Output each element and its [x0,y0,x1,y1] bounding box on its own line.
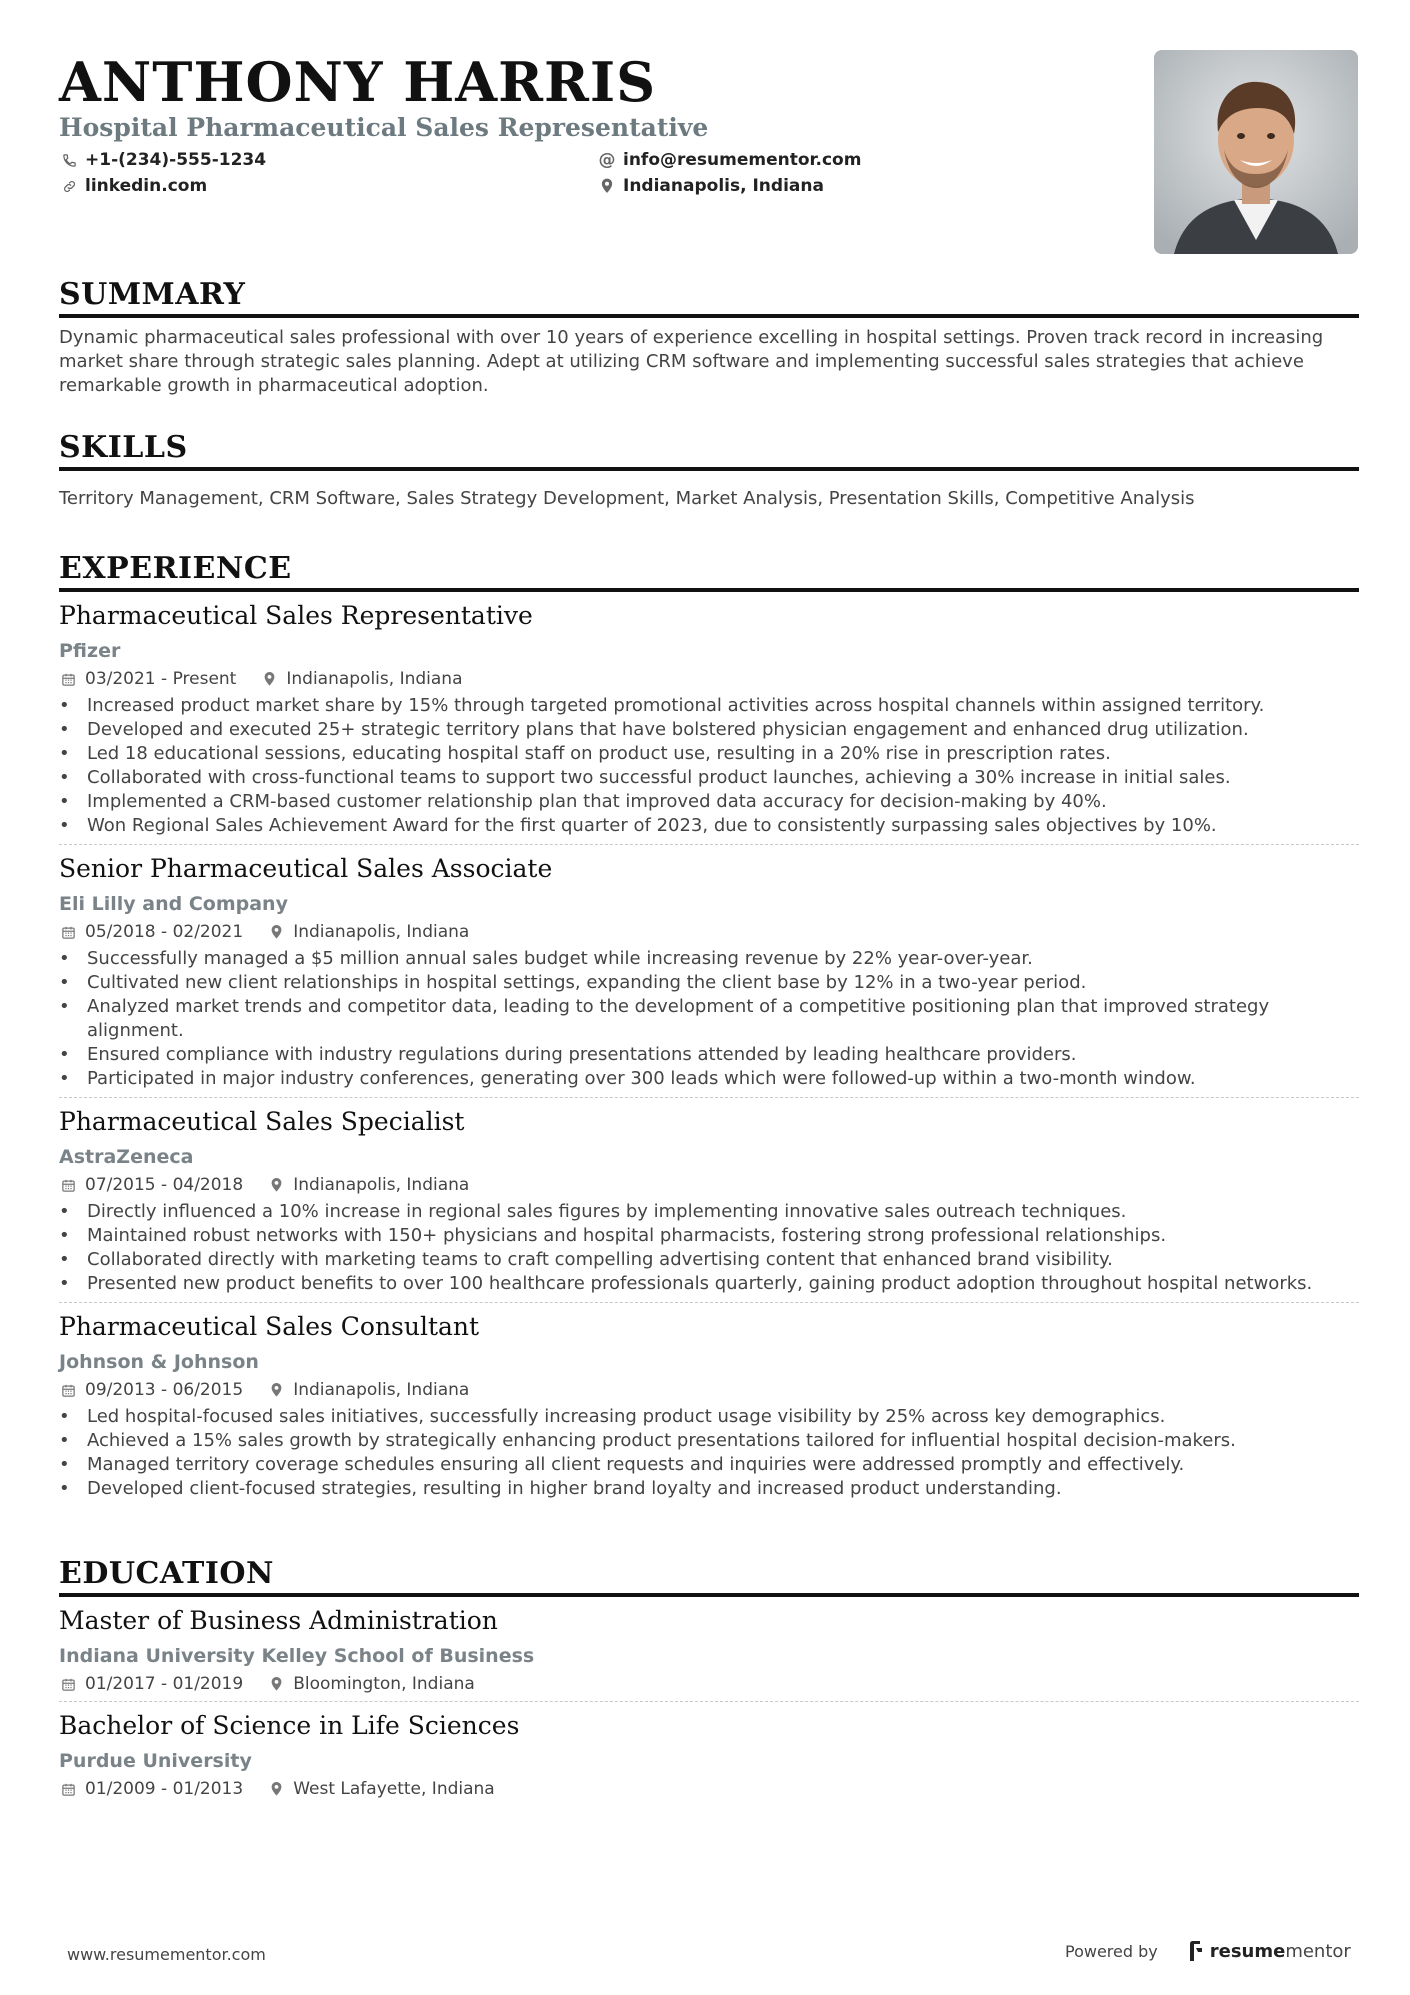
education-list [59,1605,1359,1800]
bullet-item: • Successfully managed a $5 million annual sales budget while increasing revenue by 22% year-over-year. [59,947,1359,971]
bullet-item: • Cultivated new client relationships in hospital settings, expanding the client base by 12% in a two-year period. [59,971,1359,995]
school-name: Purdue University [59,1750,252,1772]
resume-header [59,0,1359,260]
contact-location [597,175,824,197]
bullet-item: • Developed and executed 25+ strategic territory plans that have bolstered physician engagement and enhanced drug utilization. [59,718,1359,742]
bullet-list [59,1405,1359,1501]
bullet-item: • Ensured compliance with industry regulations during presentations attended by leading healthcare providers. [59,1043,1359,1067]
education-entry [59,1605,1359,1702]
map-pin-icon [597,176,617,196]
linkedin-text: linkedin.com [85,176,208,196]
bullet-item: • Maintained robust networks with 150+ physicians and hospital pharmacists, fostering strong professional relationships. [59,1224,1359,1248]
experience-heading: EXPERIENCE [59,552,1359,592]
calendar-icon [59,1780,77,1798]
bullet-item: • Collaborated with cross-functional teams to support two successful product launches, achieving a 30% increase in initial sales. [59,766,1359,790]
footer-brand [1065,1940,1351,1962]
calendar-icon [59,1381,77,1399]
bullet-item: • Managed territory coverage schedules ensuring all client requests and inquiries were addressed promptly and effectively. [59,1453,1359,1477]
calendar-icon [59,1675,77,1693]
bullet-item: • Increased product market share by 15% through targeted promotional activities across hospital channels within assigned territory. [59,694,1359,718]
meta-row [59,1673,1359,1695]
date-range: 03/2021 - Present [85,669,237,689]
contact-email[interactable] [597,149,861,171]
phone-text: +1-(234)-555-1234 [85,150,267,170]
map-pin-icon [267,1381,285,1399]
meta-location: West Lafayette, Indiana [293,1779,495,1799]
skills-heading: SKILLS [59,431,1359,471]
job-entry [59,853,1359,1098]
map-pin-icon [267,1176,285,1194]
company-name: AstraZeneca [59,1146,194,1168]
experience-list [59,600,1359,1501]
map-pin-icon [267,1780,285,1798]
email-text: info@resumementor.com [623,150,862,170]
link-icon [59,176,79,196]
date-range: 05/2018 - 02/2021 [85,922,244,942]
footer-website[interactable]: www.resumementor.com [67,1945,266,1964]
bullet-item: • Implemented a CRM-based customer relationship plan that improved data accuracy for decision-making by 40%. [59,790,1359,814]
brand-light: mentor [1285,1940,1351,1962]
bullet-item: • Achieved a 15% sales growth by strategically enhancing product presentations tailored for influential hospital decision-makers. [59,1429,1359,1453]
meta-location: Bloomington, Indiana [293,1674,475,1694]
education-entry [59,1710,1359,1800]
profile-photo [1154,50,1358,254]
meta-row [59,1174,1359,1196]
meta-row [59,1379,1359,1401]
calendar-icon [59,1176,77,1194]
job-entry [59,1311,1359,1501]
powered-by-text: Powered by [1065,1941,1158,1961]
bullet-list [59,947,1359,1091]
bullet-item: • Led hospital-focused sales initiatives, successfully increasing product usage visibility by 25% across key demographics. [59,1405,1359,1429]
education-section [59,1557,1359,1800]
candidate-name: ANTHONY HARRIS [59,50,657,114]
calendar-icon [59,923,77,941]
date-range: 01/2017 - 01/2019 [85,1674,244,1694]
bullet-item: • Developed client-focused strategies, resulting in higher brand loyalty and increased product understanding. [59,1477,1359,1501]
calendar-icon [59,670,77,688]
contact-phone[interactable] [59,149,266,171]
job-title: Senior Pharmaceutical Sales Associate [59,854,553,883]
divider [59,844,1359,845]
date-range: 01/2009 - 01/2013 [85,1779,244,1799]
degree-title: Bachelor of Science in Life Sciences [59,1711,520,1740]
experience-section [59,552,1359,1501]
brand-bold: resume [1209,1940,1286,1962]
bullet-item: • Directly influenced a 10% increase in regional sales figures by implementing innovative sales outreach techniques. [59,1200,1359,1224]
brand-mark-icon [1188,1940,1204,1962]
job-title: Pharmaceutical Sales Representative [59,601,533,630]
phone-icon [59,150,79,170]
job-entry [59,1106,1359,1303]
degree-title: Master of Business Administration [59,1606,498,1635]
at-icon: @ [598,150,616,170]
skills-text: Territory Management, CRM Software, Sales Strategy Development, Market Analysis, Presentation Skills, Competitive Analysis [59,488,1195,509]
job-entry [59,600,1359,845]
bullet-item: • Presented new product benefits to over 100 healthcare professionals quarterly, gaining product adoption throughout hospital networks. [59,1272,1359,1296]
job-title: Pharmaceutical Sales Specialist [59,1107,465,1136]
date-range: 07/2015 - 04/2018 [85,1175,244,1195]
company-name: Johnson & Johnson [59,1351,259,1373]
meta-location: Indianapolis, Indiana [293,1175,470,1195]
summary-text: Dynamic pharmaceutical sales professional with over 10 years of experience excelling in hospital settings. Proven track record in increasing market share through strategic sales planning. Adept at utilizing CRM software and implementing successful sales strategies that achieve remarkable growth in pharmaceutical adoption. [59,327,1324,396]
location-text: Indianapolis, Indiana [623,176,824,196]
meta-location: Indianapolis, Indiana [286,669,463,689]
meta-row [59,921,1359,943]
meta-row [59,1778,1359,1800]
education-heading: EDUCATION [59,1557,1359,1597]
meta-location: Indianapolis, Indiana [293,922,470,942]
summary-heading: SUMMARY [59,278,1359,318]
resume-page [59,0,1359,1799]
candidate-title: Hospital Pharmaceutical Sales Representative [59,113,709,142]
divider [59,1302,1359,1303]
bullet-item: • Participated in major industry conferences, generating over 300 leads which were followed-up within a two-month window. [59,1067,1359,1091]
bullet-item: • Analyzed market trends and competitor data, leading to the development of a competitive positioning plan that improved strategy alignment. [59,995,1359,1043]
brand-logo[interactable] [1188,1940,1351,1962]
skills-section [59,431,1359,511]
bullet-item: • Collaborated directly with marketing teams to craft compelling advertising content that enhanced brand visibility. [59,1248,1359,1272]
bullet-item: • Led 18 educational sessions, educating hospital staff on product use, resulting in a 20% rise in prescription rates. [59,742,1359,766]
bullet-item: • Won Regional Sales Achievement Award for the first quarter of 2023, due to consistently surpassing sales objectives by 10%. [59,814,1359,838]
map-pin-icon [267,1675,285,1693]
map-pin-icon [260,670,278,688]
meta-location: Indianapolis, Indiana [293,1380,470,1400]
divider [59,1701,1359,1702]
contact-linkedin[interactable] [59,175,207,197]
company-name: Eli Lilly and Company [59,893,288,915]
job-title: Pharmaceutical Sales Consultant [59,1312,480,1341]
bullet-list [59,694,1359,838]
meta-row [59,668,1359,690]
school-name: Indiana University Kelley School of Business [59,1645,535,1667]
bullet-list [59,1200,1359,1296]
divider [59,1097,1359,1098]
company-name: Pfizer [59,640,121,662]
date-range: 09/2013 - 06/2015 [85,1380,244,1400]
map-pin-icon [267,923,285,941]
summary-section [59,278,1359,398]
